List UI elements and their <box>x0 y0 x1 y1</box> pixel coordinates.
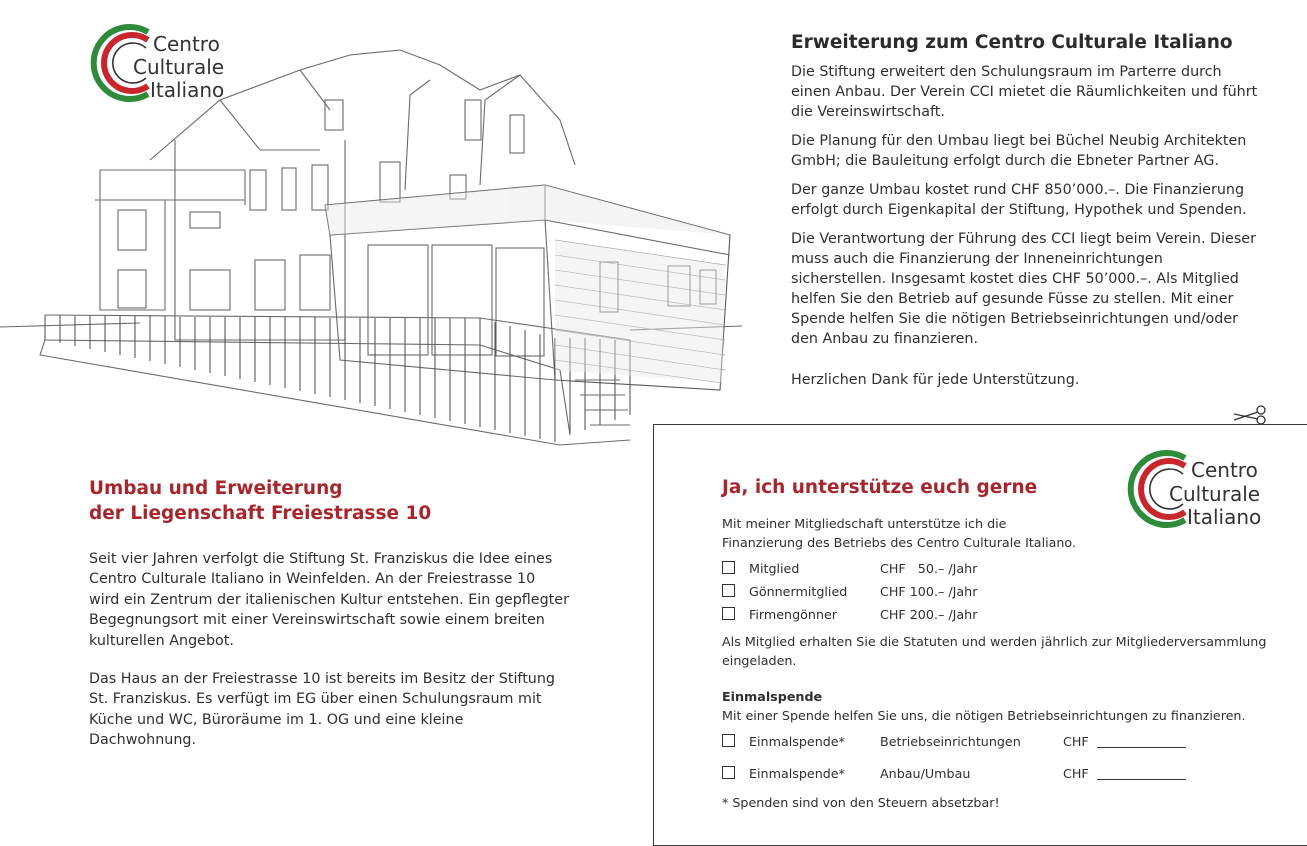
donation-label: Einmalspende* <box>749 734 845 749</box>
logo-line-3: Italiano <box>1187 505 1262 529</box>
amount-field[interactable] <box>1097 779 1186 780</box>
membership-option-goennermitglied[interactable] <box>722 582 1282 605</box>
building-sketch <box>0 40 750 455</box>
left-title <box>89 476 569 526</box>
article-title: Erweiterung zum Centro Culturale Italiano <box>791 32 1233 53</box>
membership-label: Firmengönner <box>749 607 838 622</box>
checkbox[interactable] <box>722 584 735 597</box>
left-title-line-2: der Liegenschaft Freiestrasse 10 <box>89 503 432 524</box>
donation-currency: CHF <box>1063 734 1089 749</box>
membership-price: CHF 50.– /Jahr <box>880 561 978 576</box>
membership-price: CHF 200.– /Jahr <box>880 607 978 622</box>
article-paragraph-1: Die Stiftung erweitert den Schulungsraum im Parterre durch einen Anbau. Der Verein CCI mietet die Räumlichkeiten und führt die Vereinswirtschaft. <box>791 64 1258 120</box>
article-paragraph-2: Die Planung für den Umbau liegt bei Büchel Neubig Architekten GmbH; die Bauleitung erfolgt durch die Ebneter Partner AG. <box>791 133 1247 169</box>
donation-option-anbau[interactable] <box>722 764 1282 793</box>
donation-purpose: Anbau/Umbau <box>880 766 971 781</box>
left-section <box>89 476 569 769</box>
logo-line-1: Centro <box>153 32 220 56</box>
left-paragraph-1: Seit vier Jahren verfolgt die Stiftung St. Franziskus die Idee eines Centro Culturale Italiano in Weinfelden. An der Freiestrasse 10 wird ein Zentrum der italienischen Kultur entstehen. Ein gepflegter Begegnungsort mit einer Vereinswirtschaft sowie einem breiten kulturellen Angebot. <box>89 551 569 649</box>
left-paragraph-2: Das Haus an der Freiestrasse 10 ist bereits im Besitz der Stiftung St. Franziskus. Es verfügt im EG über einen Schulungsraum mit Küche und WC, Büroräume im 1. OG und eine kleine Dachwohnung. <box>89 671 555 749</box>
article <box>791 32 1261 399</box>
logo-line-3: Italiano <box>150 78 225 102</box>
form-title: Ja, ich unterstütze euch gerne <box>722 477 1038 498</box>
membership-option-firmengoenner[interactable] <box>722 605 1282 628</box>
logo-line-2: Culturale <box>133 55 225 79</box>
form-intro-line-1: Mit meiner Mitgliedschaft unterstütze ich die <box>722 516 1007 531</box>
checkbox[interactable] <box>722 607 735 620</box>
checkbox[interactable] <box>722 766 735 779</box>
membership-label: Gönnermitglied <box>749 584 848 599</box>
donation-intro: Mit einer Spende helfen Sie uns, die nötigen Betriebseinrichtungen zu finanzieren. <box>722 708 1246 723</box>
scissors-icon <box>1232 402 1268 426</box>
checkbox[interactable] <box>722 561 735 574</box>
donation-currency: CHF <box>1063 766 1089 781</box>
donation-heading: Einmalspende <box>722 689 823 704</box>
donation-form <box>722 477 1282 812</box>
donation-purpose: Betriebseinrichtungen <box>880 734 1021 749</box>
logo-line-1: Centro <box>1191 458 1258 482</box>
membership-label: Mitglied <box>749 561 800 576</box>
checkbox[interactable] <box>722 734 735 747</box>
member-note-line-1: Als Mitglied erhalten Sie die Statuten und werden jährlich zur Mitgliederversammlung <box>722 634 1267 649</box>
article-paragraph-4: Die Verantwortung der Führung des CCI liegt beim Verein. Dieser muss auch die Finanzierung der Inneneinrichtungen sicherstellen. Insgesamt kostet dies CHF 50’000.–. Als Mitglied helfen Sie den Betrieb auf gesunde Füsse zu stellen. Mit einer Spende helfen Sie die nötigen Betriebseinrichtungen und/oder den Anbau zu finanzieren. <box>791 231 1256 347</box>
membership-option-mitglied[interactable] <box>722 559 1282 582</box>
donation-option-betrieb[interactable] <box>722 732 1282 764</box>
logo-line-2: Culturale <box>1169 482 1261 506</box>
left-title-line-1: Umbau und Erweiterung <box>89 478 343 499</box>
article-paragraph-5: Herzlichen Dank für jede Unterstützung. <box>791 372 1080 388</box>
amount-field[interactable] <box>1097 747 1186 748</box>
member-note-line-2: eingeladen. <box>722 653 797 668</box>
tax-footnote: * Spenden sind von den Steuern absetzbar! <box>722 795 1000 810</box>
membership-price: CHF 100.– /Jahr <box>880 584 978 599</box>
donation-label: Einmalspende* <box>749 766 845 781</box>
article-paragraph-3: Der ganze Umbau kostet rund CHF 850’000.–. Die Finanzierung erfolgt durch Eigenkapital der Stiftung, Hypothek und Spenden. <box>791 182 1247 218</box>
form-intro-line-2: Finanzierung des Betriebs des Centro Culturale Italiano. <box>722 535 1077 550</box>
